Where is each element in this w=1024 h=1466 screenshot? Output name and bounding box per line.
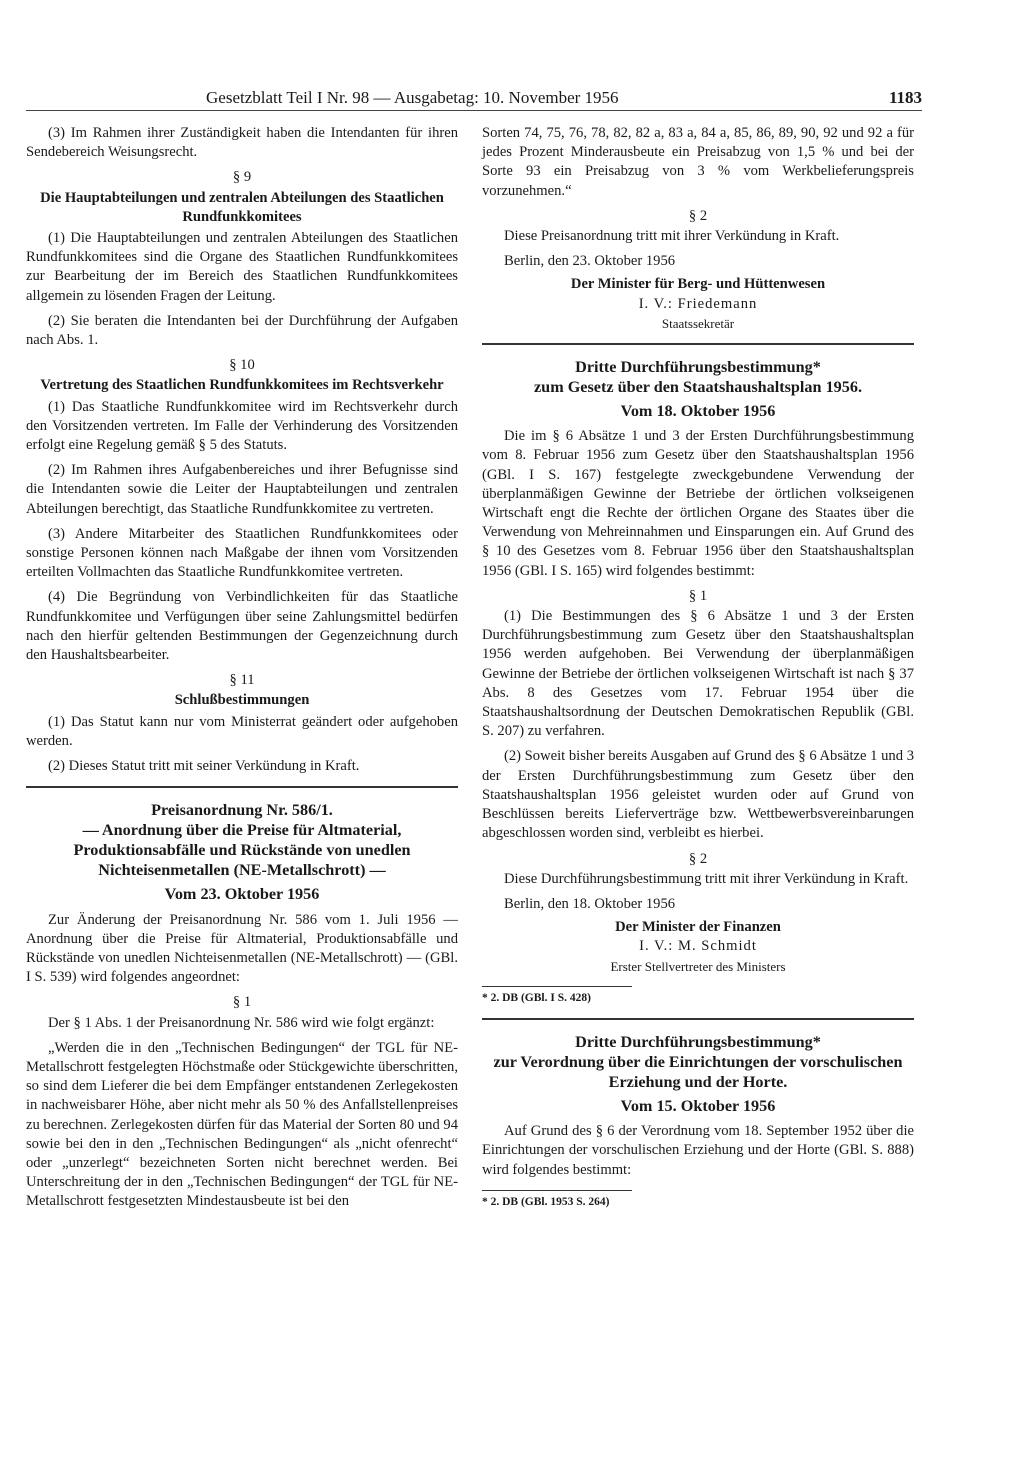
place-date: Berlin, den 18. Oktober 1956: [504, 895, 676, 912]
section-number: § 1: [688, 587, 708, 604]
paragraph: (1) Das Statut kann nur vom Ministerrat geändert oder aufgehoben werden.: [26, 713, 458, 749]
document-date: Vom 23. Oktober 1956: [164, 885, 320, 904]
document-date: Vom 18. Oktober 1956: [620, 402, 776, 421]
signer-name: I. V.: M. Schmidt: [639, 938, 757, 955]
section-heading: Schlußbestimmungen: [174, 692, 310, 709]
page-header: [26, 84, 922, 111]
paragraph: Auf Grund des § 6 der Verordnung vom 18. September 1952 über die Einrichtungen der vorschulischen Erziehung und der Horte (GBl. S. 888) wird folgendes bestimmt:: [482, 1123, 914, 1178]
divider: [26, 786, 458, 788]
section-number: § 2: [688, 207, 708, 224]
document-title: Dritte Durchführungsbestimmung*: [575, 358, 821, 377]
place-date: Berlin, den 23. Oktober 1956: [504, 253, 676, 270]
quoted-paragraph: „Werden die in den „Technischen Bedingungen“ der TGL für NE-Metallschrott festgelegten Höchstmaße oder Stückgewichte überschritten, so sind dem Lieferer die bei dem Empfänger entstandenen Zerlegekosten in nachweisbarer Höhe, aber nicht mehr als 50 % des Anfallstellenpreises zu berechnen. Zerlegekosten dürfen für das Material der Sorten 80 und 94 sowie bei den in den „Technischen Bedingungen“ als „nicht ofenrecht“ oder „unzerlegt“ bezeichneten Sorten nicht berechnet werden. Bei Unterschreitung der in den „Technischen Bedingungen“ der TGL für NE-Metallschrott festgesetzten Mindestausbeute ist bei den: [26, 1039, 458, 1210]
divider: [482, 1018, 914, 1020]
paragraph: Die im § 6 Absätze 1 und 3 der Ersten Durchführungsbestimmung vom 8. Februar 1956 zum Gesetz über den Staatshaushaltsplan 1956 (GBl. I S. 167) festgelegte zweckgebundene Verwendung der überplanmäßigen Gewinne der Betriebe der örtlichen volkseigenen Wirtschaft engt die Rechte der örtlichen Organe des Staates über die Verwendung von Mehreinnahmen und Einsparungen ein. Auf Grund des § 10 des Gesetzes vom 8. Februar 1956 über den Staatshaushaltsplan 1956 (GBl. I S. 165) wird folgendes bestimmt:: [482, 428, 914, 579]
header-title: Gesetzblatt Teil I Nr. 98 — Ausgabetag: 10. November 1956: [206, 88, 619, 107]
signer-role: Erster Stellvertreter des Ministers: [610, 958, 786, 974]
document-subtitle: zur Verordnung über die Einrichtungen der vorschulischen Erziehung und der Horte.: [493, 1052, 903, 1091]
footnote-divider: [482, 986, 632, 987]
paragraph: Sorten 74, 75, 76, 78, 82, 82 a, 83 a, 84 a, 85, 86, 89, 90, 92 und 92 a für jedes Prozent Minderausbeute ein Preisabzug von 1,5 % und bei der Sorte 93 ein Preisabzug von 3 % vom Werkbelieferungspreis vorzunehmen.“: [482, 125, 914, 199]
footnote: * 2. DB (GBl. I S. 428): [482, 991, 591, 1004]
paragraph: Der § 1 Abs. 1 der Preisanordnung Nr. 586 wird wie folgt ergänzt:: [48, 1014, 435, 1031]
left-column: [26, 124, 458, 1218]
document-date: Vom 15. Oktober 1956: [620, 1096, 776, 1115]
divider: [482, 343, 914, 345]
document-subtitle: zum Gesetz über den Staatshaushaltsplan 1956.: [534, 378, 862, 397]
paragraph: (3) Im Rahmen ihrer Zuständigkeit haben die Intendanten für ihren Sendebereich Weisungsrecht.: [26, 125, 458, 161]
document-title: Dritte Durchführungsbestimmung*: [575, 1032, 821, 1051]
section-heading: Die Hauptabteilungen und zentralen Abteilungen des Staatlichen Rundfunkkomitees: [40, 189, 444, 225]
minister-title: Der Minister für Berg- und Hüttenwesen: [570, 276, 826, 293]
section-number: § 10: [229, 357, 255, 374]
footnote: * 2. DB (GBl. 1953 S. 264): [482, 1195, 610, 1208]
page-number: 1183: [888, 88, 922, 107]
paragraph: Diese Preisanordnung tritt mit ihrer Verkündung in Kraft.: [504, 228, 840, 245]
paragraph: (1) Die Bestimmungen des § 6 Absätze 1 und 3 der Ersten Durchführungsbestimmung zum Gesetz über den Staatshaushaltsplan 1956 werden aufgehoben. Bei Verwendung der überplanmäßigen Gewinne der Betriebe der örtlichen volkseigenen Wirtschaft ist nach § 37 Abs. 8 des Gesetzes vom 17. Februar 1954 über die Staatshaushaltsordnung der Deutschen Demokratischen Republik (GBl. S. 207) zu verfahren.: [482, 608, 914, 740]
section-number: § 1: [232, 994, 252, 1011]
section-heading: Vertretung des Staatlichen Rundfunkkomitees im Rechtsverkehr: [40, 377, 444, 394]
paragraph: Diese Durchführungsbestimmung tritt mit ihrer Verkündung in Kraft.: [504, 870, 909, 887]
paragraph: (2) Dieses Statut tritt mit seiner Verkündung in Kraft.: [48, 758, 360, 775]
document-title: Preisanordnung Nr. 586/1.: [151, 801, 333, 820]
paragraph: Zur Änderung der Preisanordnung Nr. 586 vom 1. Juli 1956 — Anordnung über die Preise für Altmaterial, Produktionsabfälle und Rückstände von unedlen Nichteisenmetallen (NE-Metallschrott) — (GBl. I S. 539) wird folgendes angeordnet:: [26, 911, 458, 986]
section-number: § 2: [688, 850, 708, 867]
document-subtitle: — Anordnung über die Preise für Altmaterial, Produktionsabfälle und Rückstände von unedlen Nichteisenmetallen (NE-Metallschrott) —: [73, 821, 411, 880]
paragraph: (2) Im Rahmen ihres Aufgabenbereiches und ihrer Befugnisse sind die Intendanten sowie die Leiter der Hauptabteilungen und zentralen Abteilungen berechtigt, das Staatliche Rundfunkkomitee zu vertreten.: [26, 462, 458, 517]
paragraph: (3) Andere Mitarbeiter des Staatlichen Rundfunkkomitees oder sonstige Personen können nach Maßgabe der ihnen vom Vorsitzenden erteilten Vollmachten das Staatliche Rundfunkkomitee vertreten.: [26, 525, 458, 581]
paragraph: (1) Die Hauptabteilungen und zentralen Abteilungen des Staatlichen Rundfunkkomitees sind die Organe des Staatlichen Rundfunkkomitees zur Bearbeitung der im Bereich des Staatlichen Rundfunkkomitees allgemein zu lösenden Fragen der Leitung.: [26, 230, 458, 304]
paragraph: (1) Das Staatliche Rundfunkkomitee wird im Rechtsverkehr durch den Vorsitzenden vertreten. Im Falle der Verhinderung des Vorsitzenden erfolgt eine Regelung gemäß § 5 des Statuts.: [26, 398, 458, 454]
signer-role: Staatssekretär: [661, 315, 735, 331]
right-column: [482, 124, 914, 1220]
paragraph: (2) Soweit bisher bereits Ausgaben auf Grund des § 6 Absätze 1 und 3 der Ersten Durchführungsbestimmung zum Gesetz über den Staatshaushaltsplan 1956 geleistet wurden oder auf Grund von Beschlüssen bereits Lieferverträge bzw. Wettbewerbsvereinbarungen abgeschlossen worden sind, verbleibt es hierbei.: [482, 748, 914, 842]
paragraph: (4) Die Begründung von Verbindlichkeiten für das Staatliche Rundfunkkomitee und Verfügungen über seine Zahlungsmittel bedürfen nach den hierfür geltenden Bestimmungen der Gegenzeichnung durch den Haushaltsbearbeiter.: [26, 589, 458, 664]
section-number: § 11: [229, 672, 255, 689]
section-number: § 9: [232, 169, 252, 186]
signer-name: I. V.: Friedemann: [638, 295, 758, 312]
footnote-divider: [482, 1190, 632, 1191]
paragraph: (2) Sie beraten die Intendanten bei der Durchführung der Aufgaben nach Abs. 1.: [26, 312, 458, 349]
minister-title: Der Minister der Finanzen: [615, 919, 781, 936]
